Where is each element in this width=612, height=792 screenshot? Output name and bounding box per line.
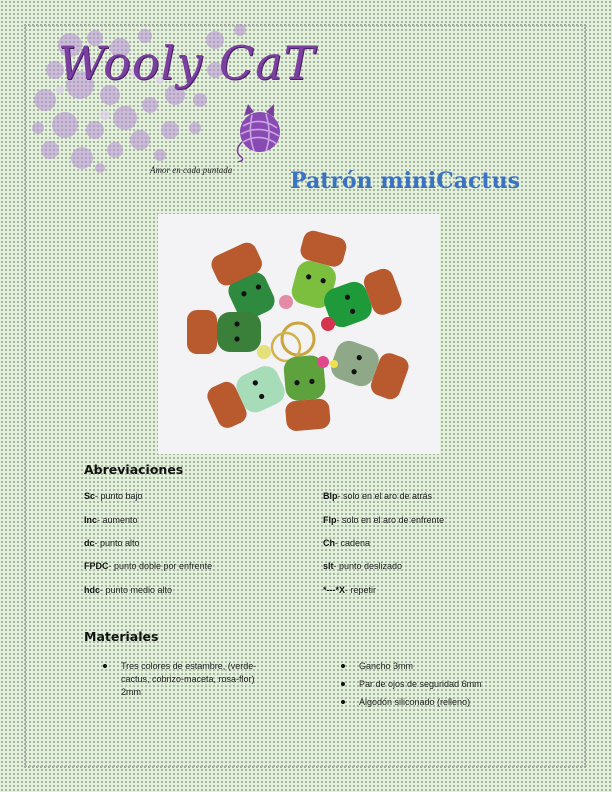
abbr-item <box>323 515 444 525</box>
abbr-item <box>323 538 370 548</box>
abbr-code: Flp <box>323 515 337 525</box>
abbr-desc: - cadena <box>335 538 371 548</box>
abbr-item <box>323 585 376 595</box>
abbr-desc: - solo en el aro de enfrente <box>336 515 445 525</box>
abbr-code: FPDC <box>84 561 109 571</box>
abbr-desc: - punto doble por enfrente <box>108 561 213 571</box>
abbr-code: Ch <box>323 538 335 548</box>
abbr-code: slt <box>323 561 334 571</box>
abbr-item <box>84 491 143 501</box>
abbr-code: Blp <box>323 491 338 501</box>
material-item <box>121 660 256 699</box>
abbr-desc: - punto alto <box>94 538 140 548</box>
material-line: cactus, cobrizo-maceta, rosa-flor) <box>121 674 255 684</box>
tagline: Amor en cada puntada <box>150 165 233 175</box>
abbr-item <box>84 538 140 548</box>
page-title: Patrón miniCactus <box>290 168 520 194</box>
bullet-icon <box>341 664 345 668</box>
material-line: Gancho 3mm <box>359 661 414 671</box>
abbr-code: *---*X <box>323 585 345 595</box>
abbr-desc: - repetir <box>345 585 377 595</box>
abbr-desc: - aumento <box>97 515 138 525</box>
cactus-keychains-photo <box>158 214 440 454</box>
yarn-ball-cat-icon <box>228 104 288 162</box>
material-item <box>359 660 413 673</box>
abbr-item <box>323 561 402 571</box>
material-item <box>359 678 482 691</box>
abbr-item <box>84 515 138 525</box>
material-line: Tres colores de estambre, (verde- <box>121 661 257 671</box>
bullet-icon <box>341 700 345 704</box>
brand-logo-text: Wooly CaT <box>58 36 316 90</box>
bullet-icon <box>341 682 345 686</box>
abbr-code: Inc <box>84 515 98 525</box>
abbr-desc: - solo en el aro de atrás <box>337 491 433 501</box>
abbr-item <box>84 561 212 571</box>
abbr-item <box>84 585 172 595</box>
abbr-code: Sc <box>84 491 96 501</box>
bullet-icon <box>103 664 107 668</box>
abbr-code: hdc <box>84 585 101 595</box>
material-item <box>359 696 470 709</box>
abbreviations-heading: Abreviaciones <box>84 462 184 477</box>
abbr-desc: - punto deslizado <box>333 561 403 571</box>
abbr-item <box>323 491 432 501</box>
abbr-code: dc <box>84 538 95 548</box>
abbr-desc: - punto bajo <box>95 491 143 501</box>
material-line: Algodón siliconado (relleno) <box>359 697 471 707</box>
materials-heading: Materiales <box>84 629 159 644</box>
material-line: Par de ojos de seguridad 6mm <box>359 679 482 689</box>
material-line: 2mm <box>121 687 141 697</box>
abbr-desc: - punto medio alto <box>100 585 173 595</box>
